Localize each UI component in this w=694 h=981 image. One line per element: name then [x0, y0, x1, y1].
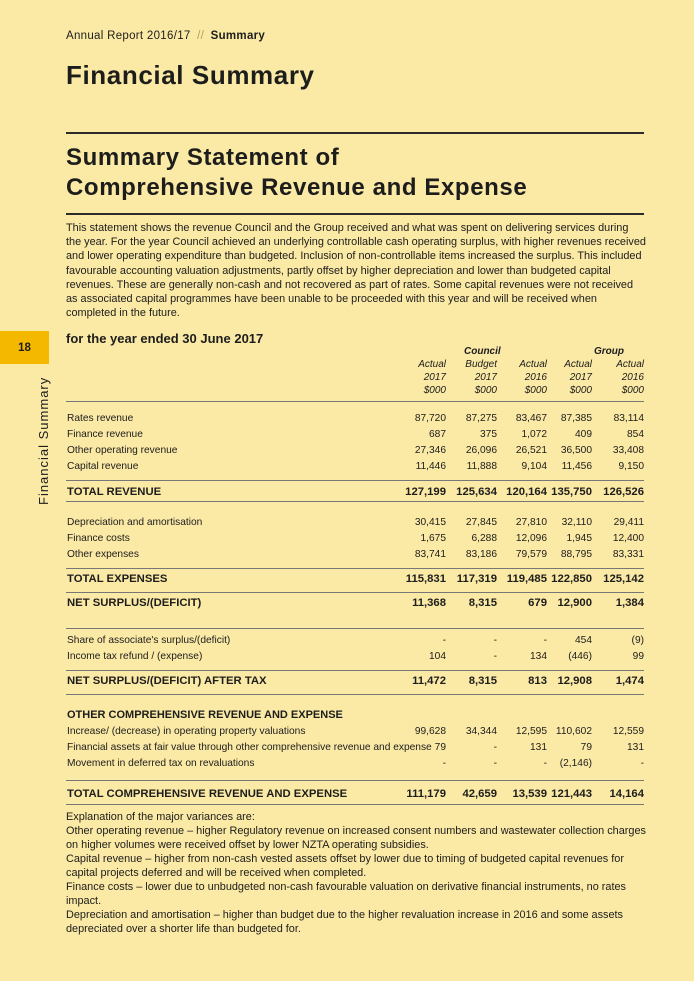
cell-value: 87,720 — [414, 413, 446, 424]
row-divider — [66, 480, 644, 481]
cell-value: - — [442, 758, 446, 769]
cell-value: 83,114 — [613, 413, 644, 424]
row-label: Movement in deferred tax on revaluations — [67, 758, 255, 769]
row-label: OTHER COMPREHENSIVE REVENUE AND EXPENSE — [67, 709, 343, 721]
cell-value: 135,750 — [551, 486, 592, 498]
cell-value: 9,150 — [618, 461, 644, 472]
statement-divider — [66, 213, 644, 215]
cell-value: 687 — [429, 429, 446, 440]
group-header-council: Council — [464, 346, 501, 357]
table-row — [66, 635, 644, 649]
cell-value: 26,521 — [515, 445, 547, 456]
side-section-label: Financial Summary — [36, 376, 51, 505]
column-header-line: $000 — [524, 385, 547, 396]
cell-value: 126,526 — [603, 486, 644, 498]
cell-value: 111,179 — [406, 788, 446, 800]
column-header-line: Actual — [616, 359, 644, 370]
cell-value: 33,408 — [612, 445, 644, 456]
table-row — [66, 549, 644, 563]
cell-value: 12,400 — [612, 533, 644, 544]
cell-value: 42,659 — [462, 788, 497, 800]
cell-value: 854 — [627, 429, 644, 440]
row-label: TOTAL EXPENSES — [67, 573, 168, 585]
cell-value: - — [493, 742, 497, 753]
row-label: NET SURPLUS/(DEFICIT) — [67, 597, 202, 609]
column-header-line: $000 — [621, 385, 644, 396]
page-number: 18 — [18, 341, 31, 354]
cell-value: 12,908 — [557, 675, 592, 687]
row-label: Financial assets at fair value through other comprehensive revenue and expense — [67, 742, 432, 753]
cell-value: 117,319 — [456, 573, 497, 585]
table-row — [66, 413, 644, 427]
column-header — [532, 358, 592, 397]
header-separator: // — [197, 30, 205, 42]
column-header-line: $000 — [423, 385, 446, 396]
cell-value: 83,467 — [515, 413, 547, 424]
statement-title-line1: Summary Statement of — [66, 144, 340, 171]
header-rule — [66, 401, 644, 402]
row-label: Income tax refund / (expense) — [67, 651, 203, 662]
cell-value: - — [493, 758, 497, 769]
table-row — [66, 517, 644, 531]
cell-value: 11,456 — [561, 461, 592, 472]
column-header-line: 2016 — [524, 372, 547, 383]
table-row — [66, 429, 644, 443]
row-label: Rates revenue — [67, 413, 134, 424]
row-label: Depreciation and amortisation — [67, 517, 203, 528]
cell-value: 115,831 — [405, 573, 446, 585]
cell-value: - — [493, 651, 497, 662]
cell-value: 122,850 — [551, 573, 592, 585]
cell-value: 29,411 — [613, 517, 644, 528]
column-header-line: $000 — [474, 385, 497, 396]
row-divider — [66, 694, 644, 695]
report-header — [66, 30, 265, 42]
report-name: Annual Report 2016/17 — [66, 30, 191, 42]
cell-value: 119,485 — [506, 573, 547, 585]
row-divider — [66, 780, 644, 781]
cell-value: - — [640, 758, 644, 769]
period-heading: for the year ended 30 June 2017 — [66, 331, 264, 346]
cell-value: 11,472 — [412, 675, 446, 687]
cell-value: - — [543, 758, 547, 769]
page-number-tab — [0, 331, 49, 364]
table-row — [66, 726, 644, 740]
cell-value: 375 — [480, 429, 497, 440]
row-label: Share of associate's surplus/(deficit) — [67, 635, 231, 646]
cell-value: 83,186 — [465, 549, 497, 560]
cell-value: 813 — [528, 675, 547, 687]
row-divider — [66, 592, 644, 593]
cell-value: 454 — [575, 635, 592, 646]
column-header-line: 2016 — [621, 372, 644, 383]
cell-value: 134 — [530, 651, 547, 662]
row-label: Finance costs — [67, 533, 130, 544]
cell-value: 99 — [632, 651, 644, 662]
total-row — [66, 573, 644, 587]
row-divider — [66, 670, 644, 671]
row-label: TOTAL COMPREHENSIVE REVENUE AND EXPENSE — [67, 788, 348, 800]
explanation-item: Depreciation and amortisation – higher than budget due to the higher revaluation increase in 2016 and some assets depreciated over a shorter life than budgeted for. — [66, 909, 623, 935]
section-heading-row — [66, 709, 644, 723]
cell-value: 1,474 — [615, 675, 644, 687]
statement-title — [66, 143, 527, 203]
cell-value: 12,595 — [515, 726, 547, 737]
column-header-line: Actual — [519, 359, 547, 370]
cell-value: 1,675 — [420, 533, 446, 544]
cell-value: 30,415 — [414, 517, 446, 528]
cell-value: 79 — [580, 742, 592, 753]
table-row — [66, 461, 644, 475]
table-row — [66, 445, 644, 459]
cell-value: 12,096 — [515, 533, 547, 544]
row-label: NET SURPLUS/(DEFICIT) AFTER TAX — [67, 675, 267, 687]
cell-value: 99,628 — [414, 726, 446, 737]
total-row — [66, 486, 644, 500]
cell-value: 6,288 — [471, 533, 497, 544]
cell-value: - — [442, 635, 446, 646]
cell-value: 79 — [434, 742, 446, 753]
column-header-line: Budget — [465, 359, 497, 370]
cell-value: 13,539 — [512, 788, 547, 800]
table-row — [66, 742, 644, 756]
cell-value: 409 — [575, 429, 592, 440]
row-label: TOTAL REVENUE — [67, 486, 162, 498]
cell-value: 83,331 — [612, 549, 644, 560]
cell-value: 27,845 — [465, 517, 497, 528]
column-header — [584, 358, 644, 397]
intro-paragraph: This statement shows the revenue Council and the Group received and what was spent on delivering services during the year. For the year Council achieved an underlying controllable cash operating surplus, with higher revenues received and lower operating expenditure than budgeted. Inclusion of non-controllable items increased the surplus. This included favourable accounting valuation adjustments, partly offset by higher depreciation and lower than budgeted capital revenues. These are generally non-cash and not recovered as part of rates. Some capital revenues were not received as associated capital programmes have been unable to be proceeded with this year and will be received when completed in the future. — [66, 222, 646, 320]
table-row — [66, 758, 644, 772]
cell-value: (446) — [568, 651, 592, 662]
column-header-line: 2017 — [474, 372, 497, 383]
row-label: Increase/ (decrease) in operating property valuations — [67, 726, 306, 737]
cell-value: 27,346 — [414, 445, 446, 456]
cell-value: 87,275 — [465, 413, 497, 424]
total-row — [66, 597, 644, 611]
cell-value: - — [493, 635, 497, 646]
cell-value: 127,199 — [405, 486, 446, 498]
cell-value: 27,810 — [515, 517, 547, 528]
cell-value: 12,559 — [612, 726, 644, 737]
cell-value: 32,110 — [561, 517, 592, 528]
row-label: Capital revenue — [67, 461, 139, 472]
cell-value: 679 — [528, 597, 547, 609]
cell-value: 11,888 — [466, 461, 497, 472]
row-divider — [66, 628, 644, 629]
cell-value: 125,634 — [456, 486, 497, 498]
total-row — [66, 675, 644, 689]
cell-value: 131 — [627, 742, 644, 753]
cell-value: (9) — [631, 635, 644, 646]
explanation-heading: Explanation of the major variances are: — [66, 811, 255, 823]
cell-value: 34,344 — [465, 726, 497, 737]
cell-value: 14,164 — [609, 788, 644, 800]
row-divider — [66, 568, 644, 569]
cell-value: 131 — [530, 742, 547, 753]
cell-value: 11,368 — [412, 597, 446, 609]
title-divider — [66, 132, 644, 134]
explanation-item: Finance costs – lower due to unbudgeted non-cash favourable valuation on derivative financial instruments, no rates impact. — [66, 881, 626, 907]
explanation-item: Capital revenue – higher from non-cash vested assets offset by lower due to timing of budgeted capital revenues for capital projects deferred and will be received when completed. — [66, 853, 624, 879]
cell-value: 8,315 — [468, 597, 497, 609]
cell-value: 1,072 — [521, 429, 547, 440]
cell-value: 121,443 — [551, 788, 592, 800]
row-label: Other expenses — [67, 549, 139, 560]
row-divider — [66, 804, 644, 805]
report-section: Summary — [210, 30, 266, 42]
cell-value: - — [543, 635, 547, 646]
column-header-line: 2017 — [423, 372, 446, 383]
cell-value: 36,500 — [560, 445, 592, 456]
cell-value: 104 — [429, 651, 446, 662]
table-row — [66, 533, 644, 547]
column-header-line: 2017 — [569, 372, 592, 383]
explanation-item: Other operating revenue – higher Regulatory revenue on increased consent numbers and wastewater collection charges on higher volumes were received offset by lower NZTA operating subsidies. — [66, 825, 646, 851]
cell-value: 26,096 — [465, 445, 497, 456]
cell-value: 79,579 — [515, 549, 547, 560]
cell-value: 87,385 — [560, 413, 592, 424]
row-label: Other operating revenue — [67, 445, 178, 456]
cell-value: (2,146) — [559, 758, 592, 769]
group-header-group: Group — [594, 346, 624, 357]
cell-value: 83,741 — [414, 549, 446, 560]
cell-value: 1,384 — [615, 597, 644, 609]
column-header-line: Actual — [564, 359, 592, 370]
statement-title-line2: Comprehensive Revenue and Expense — [66, 174, 528, 201]
cell-value: 88,795 — [560, 549, 592, 560]
cell-value: 12,900 — [557, 597, 592, 609]
cell-value: 110,602 — [555, 726, 592, 737]
column-header-line: Actual — [418, 359, 446, 370]
cell-value: 9,104 — [521, 461, 547, 472]
cell-value: 120,164 — [506, 486, 547, 498]
cell-value: 125,142 — [603, 573, 644, 585]
total-row — [66, 788, 644, 802]
row-divider — [66, 501, 644, 502]
cell-value: 1,945 — [566, 533, 592, 544]
variance-explanation — [66, 810, 646, 936]
table-row — [66, 651, 644, 665]
row-label: Finance revenue — [67, 429, 143, 440]
cell-value: 11,446 — [415, 461, 446, 472]
page-title: Financial Summary — [66, 60, 315, 90]
column-header-line: $000 — [569, 385, 592, 396]
cell-value: 8,315 — [468, 675, 497, 687]
